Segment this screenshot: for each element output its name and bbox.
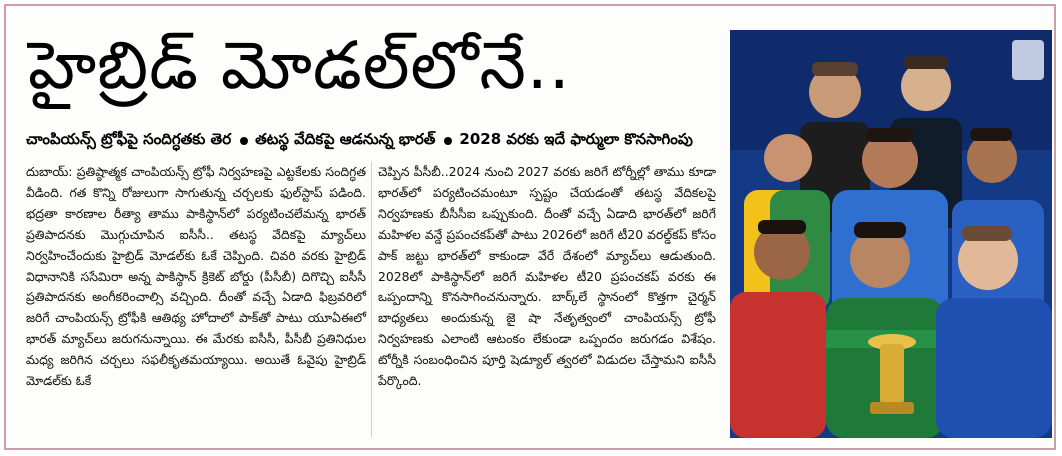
subhead-2: తటస్థ వేదికపై ఆడనున్న భారత్ <box>255 130 436 148</box>
captains-photo-illustration <box>730 30 1052 438</box>
article-column-1 <box>26 162 366 392</box>
article-subheadline <box>26 130 716 152</box>
bullet-dot <box>240 137 248 145</box>
logo-badge <box>1012 40 1044 80</box>
column-divider <box>371 162 372 437</box>
column-1-text: దుబాయ్: ప్రతిష్ఠాత్మక చాంపియన్స్ ట్రోఫీ నిర్వహణపై ఎట్టకేలకు సందిగ్ధత వీడింది. గత కొన్ని రోజులుగా సాగుతున్న చర్చలకు ఫుల్‌స్టాప్ పడింది. భద్రతా కారణాల రీత్యా తాము పాకిస్థాన్‌లో పర్యటించలేమన్న భారత్ ప్రతిపాదనకు మొగ్గుచూపిన ఐసీసీ.. తటస్థ వేదికపై మ్యాచ్‌లు నిర్వహించేందుకు హైబ్రిడ్ మోడల్‌కు ఓకే చెప్పింది. చివరి వరకు హైబ్రిడ్ విధానానికి ససేమిరా అన్న పాకిస్థాన్ క్రికెట్ బోర్డు (పీసీబీ) దిగొచ్చి ఐసీసీ ప్రతిపాదనకు అంగీకరించాల్సి వచ్చింది. దీంతో వచ్చే ఏడాది ఫిబ్రవరిలో జరిగే చాంపియన్స్ ట్రోఫీకి ఆతిథ్య హోదాలో పాక్‌తో పాటు యూఏఈలో భారత్ మ్యాచ్‌లు జరుగనున్నాయి. ఈ మేరకు ఐసీసీ, పీసీబీ ప్రతినిధుల మధ్య జరిగిన చర్చలు సఫలీకృతమయ్యాయి. అయితే ఓవైపు హైబ్రిడ్ మోడల్‌కు ఓకే <box>26 164 366 389</box>
article-column-2 <box>378 162 716 392</box>
article-headline: హైబ్రిడ్ మోడల్‌లోనే.. <box>28 27 571 104</box>
subhead-3: 2028 వరకు ఇదే ఫార్ములా కొనసాగింపు <box>459 130 693 148</box>
column-2-text: చెప్పిన పీసీబీ..2024 నుంచి 2027 వరకు జరిగే టోర్నీల్లో తాము కూడా భారత్‌లో పర్యటించమంటూ స్పష్టం చేయడంతో తటస్థ వేదికలపై నిర్వహణకు బీసీసీఐ ఒప్పుకుంది. దీంతో వచ్చే ఏడాది భారత్‌లో జరిగే మహిళల వన్డే ప్రపంచకప్‌తో పాటు 2026లో జరిగే టీ20 వరల్డ్‌కప్ కోసం పాక్ జట్టు భారత్‌లో కాకుండా వేరే దేశంలో మ్యాచ్‌లు ఆడుతుంది. 2028లో పాకిస్థాన్‌లో జరిగే మహిళల టీ20 ప్రపంచకప్ వరకు ఈ ఒప్పందాన్ని కొనసాగించనున్నారు. బార్క్‌లే స్థానంలో కొత్తగా చైర్మన్ బాధ్యతలు అందుకున్న జై షా నేతృత్వంలో చాంపియన్స్ ట్రోఫీ నిర్వహణకు ఎలాంటి ఆటంకం లేకుండా ఒప్పందం జరుగడం విశేషం. టోర్నీకి సంబంధించిన పూర్తి షెడ్యూల్ త్వరలో విడుదల చేస్తామని ఐసీసీ పేర్కొంది. <box>378 164 716 389</box>
subhead-1: చాంపియన్స్ ట్రోఫీపై సందిగ్ధతకు తెర <box>26 130 232 148</box>
captains-photo <box>730 30 1052 438</box>
bullet-dot <box>444 137 452 145</box>
article-frame <box>4 4 1056 450</box>
